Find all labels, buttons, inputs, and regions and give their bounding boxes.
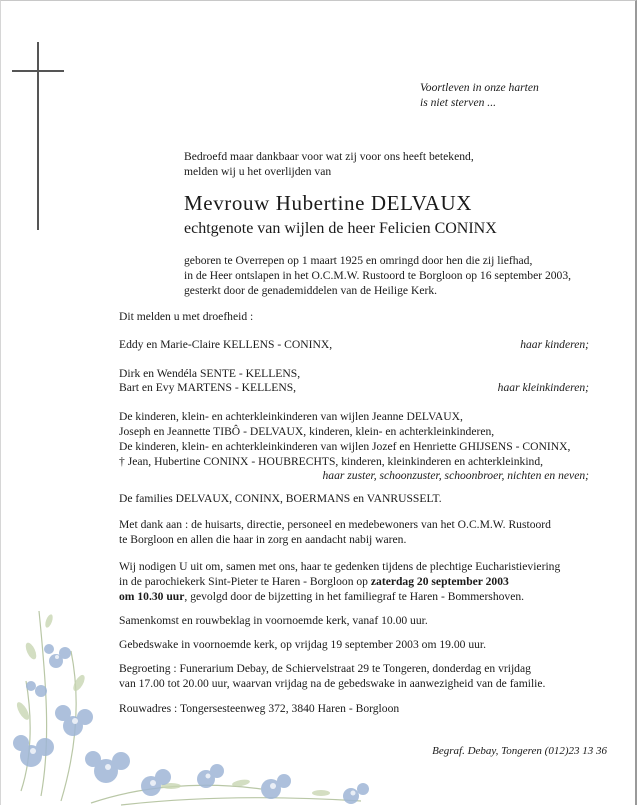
- address-text: Rouwadres : Tongersesteenweg 372, 3840 Haren - Borgloon: [119, 702, 400, 715]
- children-names: Eddy en Marie-Claire KELLENS - CONINX,: [119, 338, 333, 351]
- intro-line-2: melden wij u het overlijden van: [184, 165, 332, 178]
- deceased-name: Mevrouw Hubertine DELVAUX: [184, 191, 472, 215]
- bio-line-3: gesterkt door de genademiddelen van de Heilige Kerk.: [184, 284, 438, 297]
- family-line-2: Joseph en Jeannette TIBÔ - DELVAUX, kinderen, klein- en achterkleinkinderen,: [119, 425, 495, 438]
- greeting-line-1: Begroeting : Funerarium Debay, de Schiervelstraat 29 te Tongeren, donderdag en vrijdag: [119, 662, 531, 675]
- invite-line-1: Wij nodigen U uit om, samen met ons, haar te gedenken tijdens de plechtige Eucharistieviering: [119, 560, 561, 573]
- wake-text: Gebedswake in voornoemde kerk, op vrijdag 19 september 2003 om 19.00 uur.: [119, 638, 487, 651]
- footer-credit: Begraf. Debay, Tongeren (012)23 13 36: [432, 745, 607, 757]
- invite-line-2: [119, 575, 509, 589]
- family-line-3: De kinderen, klein- en achterkleinkinderen van wijlen Jozef en Henriette GHIJSENS - CONINX,: [119, 440, 571, 453]
- floral-decoration: [1, 591, 637, 806]
- bio-line-2: in de Heer ontslapen in het O.C.M.W. Rustoord te Borgloon op 16 september 2003,: [184, 269, 572, 282]
- invite-line-3-text: , gevolgd door de bijzetting in het familiegraf te Haren - Bommershoven.: [184, 590, 525, 603]
- greeting-line-2: van 17.00 tot 20.00 uur, waarvan vrijdag na de gebedswake in aanwezigheid van de familie.: [119, 677, 546, 690]
- invite-time: om 10.30 uur: [119, 590, 185, 603]
- deceased-spouse: echtgenote van wijlen de heer Felicien CONINX: [184, 220, 497, 237]
- quote-line-2: is niet sterven ...: [420, 96, 496, 109]
- family-line-1: De kinderen, klein- en achterkleinkinderen van wijlen Jeanne DELVAUX,: [119, 410, 463, 423]
- meeting-text: Samenkomst en rouwbeklag in voornoemde kerk, vanaf 10.00 uur.: [119, 614, 428, 627]
- grandchildren-line-2: Bart en Evy MARTENS - KELLENS,: [119, 381, 297, 394]
- thanks-line-1: Met dank aan : de huisarts, directie, personeel en medebewoners van het O.C.M.W. Rustoord: [119, 518, 551, 531]
- intro-line-1: Bedroefd maar dankbaar voor wat zij voor ons heeft betekend,: [184, 150, 474, 163]
- quote-line-1: Voortleven in onze harten: [420, 81, 539, 94]
- thanks-line-2: te Borgloon en allen die haar in zorg en aandacht nabij waren.: [119, 533, 407, 546]
- bio-line-1: geboren te Overrepen op 1 maart 1925 en omringd door hen die zij liefhad,: [184, 254, 533, 267]
- family-role: haar zuster, schoonzuster, schoonbroer, nichten en neven;: [322, 469, 589, 482]
- cross-horizontal-bar: [12, 70, 64, 72]
- invite-date: zaterdag 20 september 2003: [370, 575, 509, 588]
- family-line-4: † Jean, Hubertine CONINX - HOUBRECHTS, kinderen, kleinkinderen en achterkleinkind,: [119, 455, 544, 468]
- children-role: haar kinderen;: [520, 338, 589, 351]
- announce-text: Dit melden u met droefheid :: [119, 310, 254, 323]
- grandchildren-role: haar kleinkinderen;: [497, 381, 589, 394]
- families-text: De families DELVAUX, CONINX, BOERMANS en VANRUSSELT.: [119, 492, 442, 505]
- invite-line-2-text: in de parochiekerk Sint-Pieter te Haren - Borgloon op: [119, 575, 371, 588]
- grandchildren-line-1: Dirk en Wendéla SENTE - KELLENS,: [119, 367, 301, 380]
